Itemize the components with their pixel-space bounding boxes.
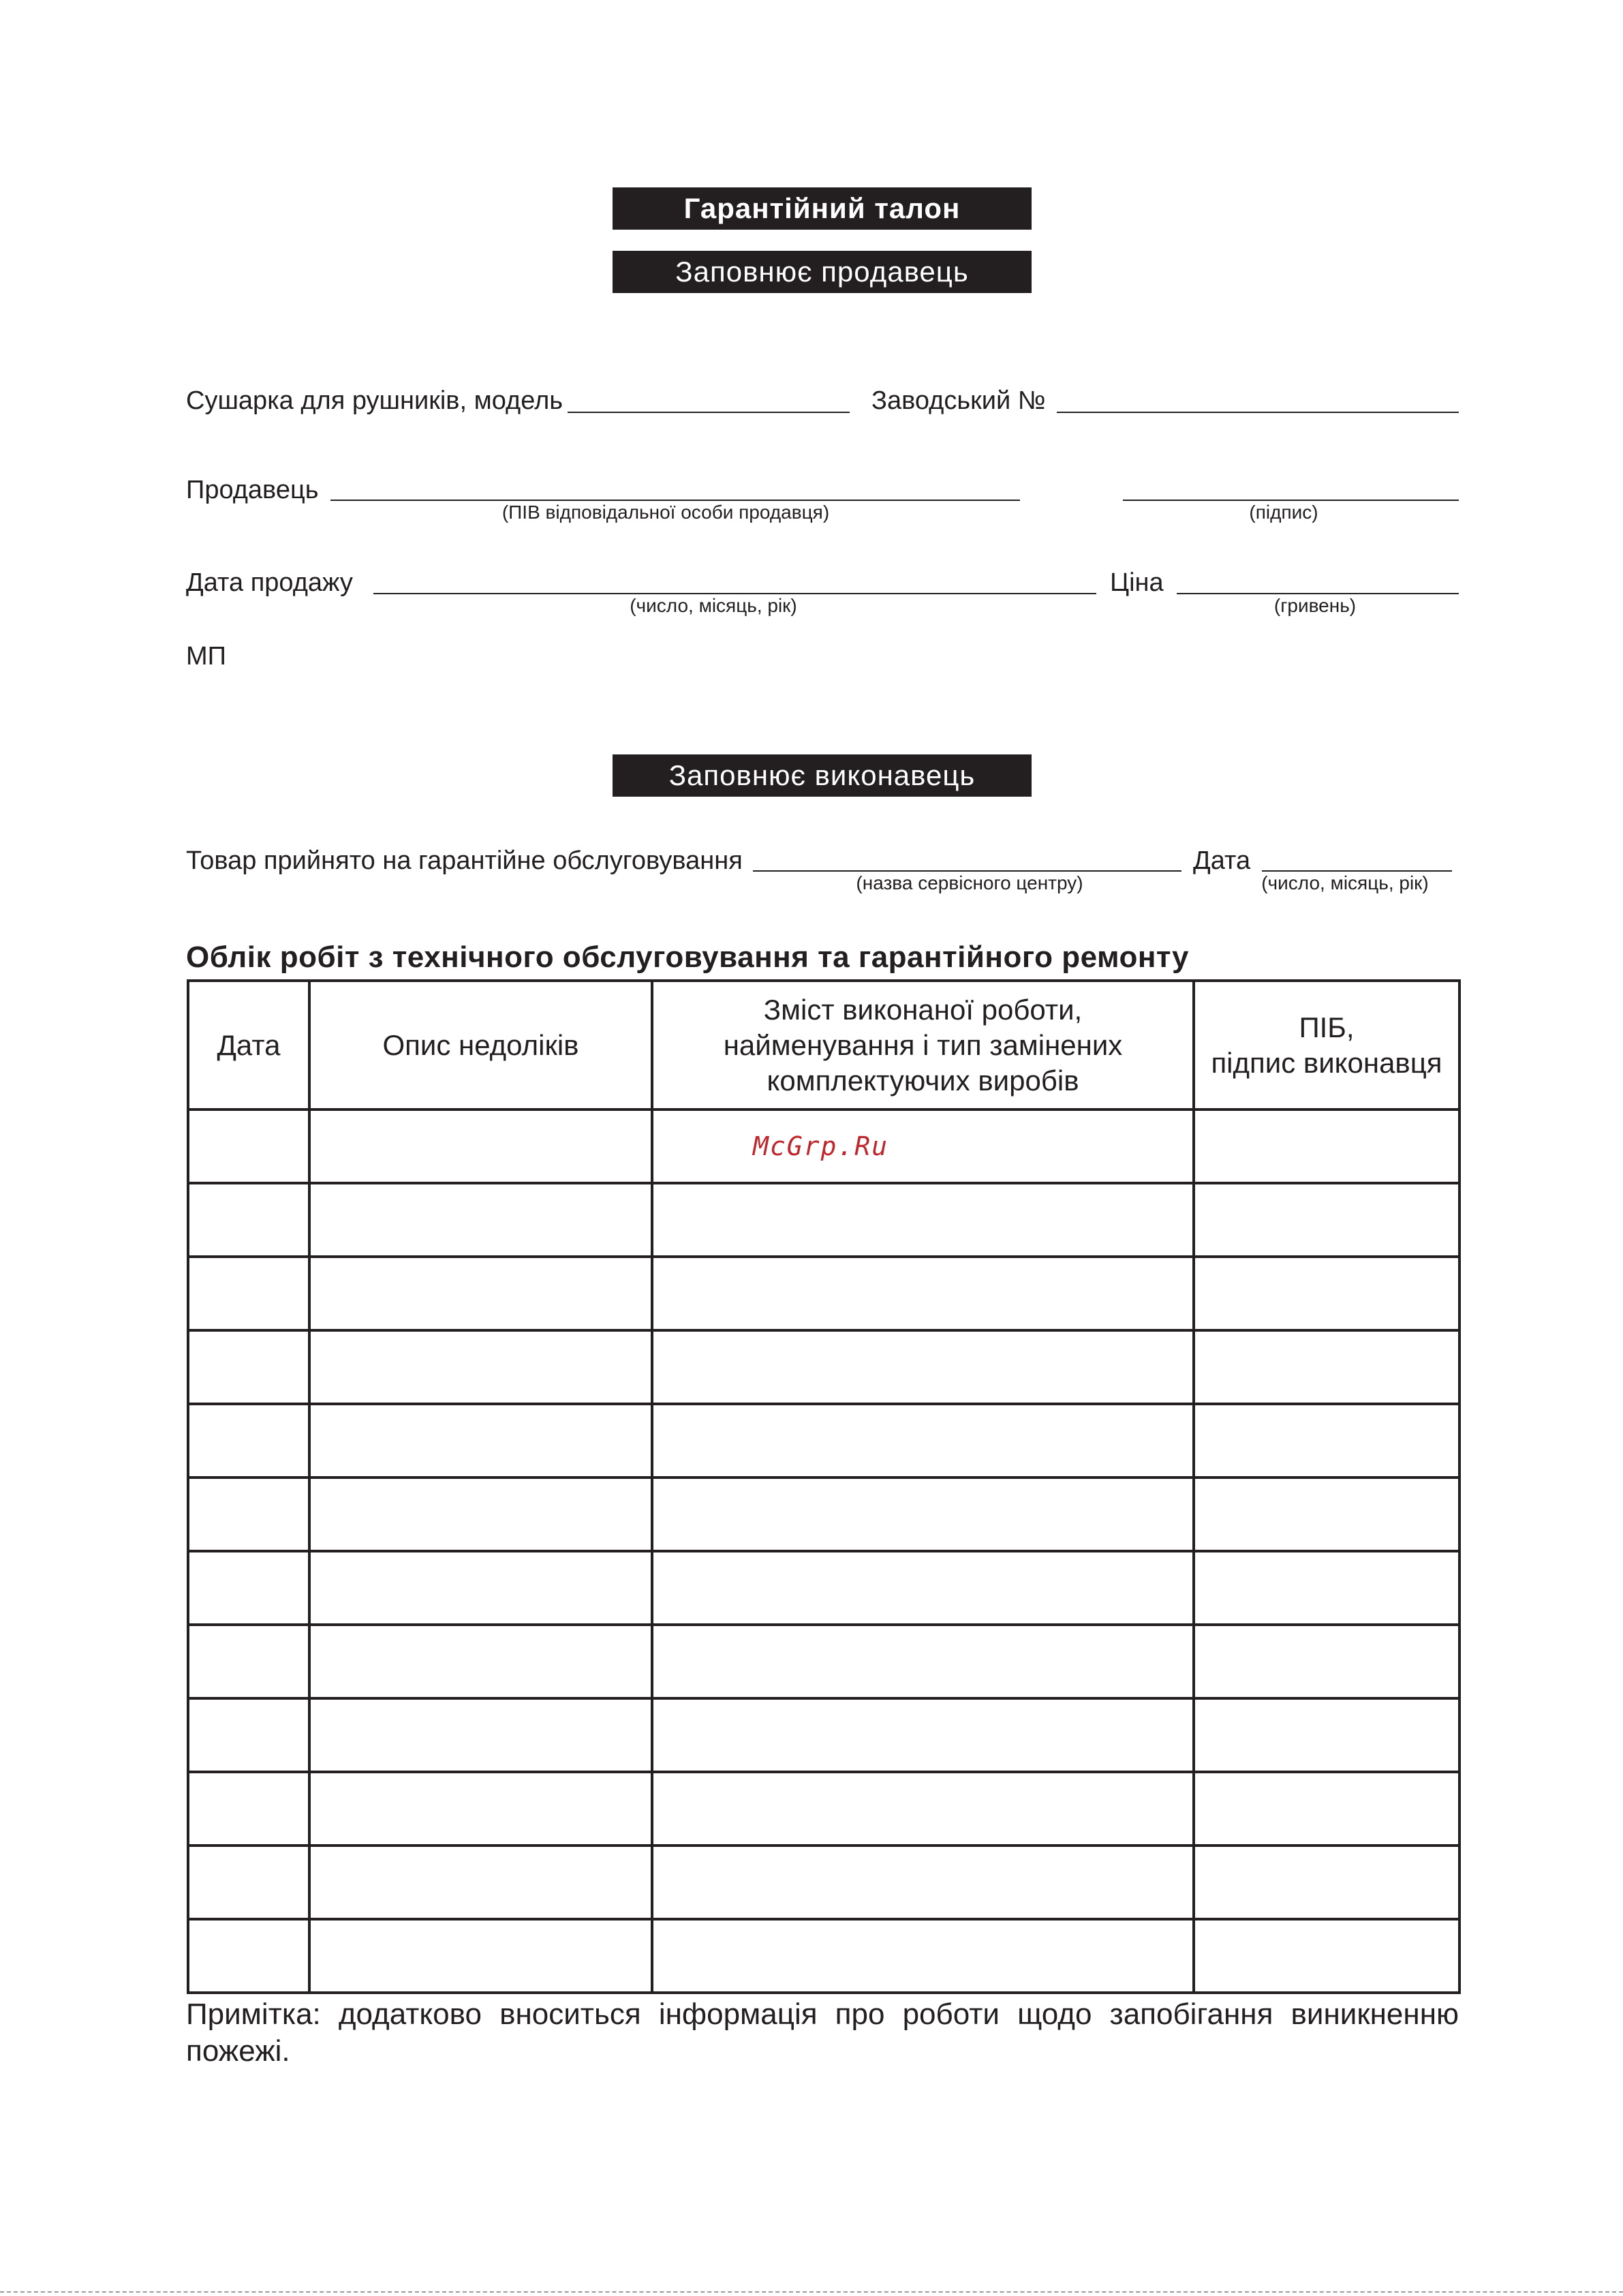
table-cell[interactable] bbox=[188, 1330, 309, 1404]
table-row bbox=[188, 1109, 1459, 1183]
table-cell[interactable] bbox=[652, 1698, 1194, 1772]
table-cell[interactable] bbox=[1194, 1257, 1459, 1330]
table-cell[interactable] bbox=[652, 1404, 1194, 1478]
table-cell[interactable] bbox=[652, 1625, 1194, 1698]
table-cell[interactable] bbox=[1194, 1919, 1459, 1993]
table-cell[interactable] bbox=[309, 1846, 652, 1919]
model-field[interactable] bbox=[568, 412, 850, 413]
sale-date-field[interactable] bbox=[373, 593, 1096, 594]
table-row bbox=[188, 1919, 1459, 1993]
col-defects: Опис недоліків bbox=[309, 981, 652, 1109]
table-cell[interactable] bbox=[1194, 1772, 1459, 1846]
table-cell[interactable] bbox=[652, 1183, 1194, 1257]
note: Примітка: додатково вноситься інформація про роботи щодо запобігання виникненню пожежі. bbox=[186, 1997, 1459, 2068]
warranty-card-title: Гарантійний талон bbox=[613, 187, 1032, 230]
col-date: Дата bbox=[188, 981, 309, 1109]
signature-hint: (підпис) bbox=[1249, 502, 1318, 523]
model-label: Сушарка для рушників, модель bbox=[186, 386, 563, 415]
table-cell[interactable] bbox=[652, 1109, 1194, 1183]
sale-date-label: Дата продажу bbox=[186, 568, 353, 597]
table-cell[interactable] bbox=[309, 1257, 652, 1330]
table-row bbox=[188, 1551, 1459, 1625]
serial-field[interactable] bbox=[1057, 412, 1459, 413]
table-row bbox=[188, 1404, 1459, 1478]
table-cell[interactable] bbox=[652, 1846, 1194, 1919]
performer-section-banner: Заповнює виконавець bbox=[613, 754, 1032, 797]
table-cell[interactable] bbox=[1194, 1846, 1459, 1919]
table-cell[interactable] bbox=[1194, 1551, 1459, 1625]
table-cell[interactable] bbox=[309, 1109, 652, 1183]
table-row bbox=[188, 1183, 1459, 1257]
table-cell[interactable] bbox=[1194, 1625, 1459, 1698]
table-row bbox=[188, 1772, 1459, 1846]
page-edge bbox=[0, 2291, 1623, 2293]
table-cell[interactable] bbox=[188, 1183, 309, 1257]
price-hint: (гривень) bbox=[1273, 595, 1357, 616]
seller-name-hint: (ПІВ відповідальної особи продавця) bbox=[501, 502, 830, 523]
watermark: McGrp.Ru bbox=[752, 1131, 889, 1161]
table-cell[interactable] bbox=[309, 1330, 652, 1404]
table-cell[interactable] bbox=[652, 1551, 1194, 1625]
table-cell[interactable] bbox=[1194, 1698, 1459, 1772]
table-cell[interactable] bbox=[309, 1551, 652, 1625]
table-cell[interactable] bbox=[188, 1404, 309, 1478]
table-cell[interactable] bbox=[309, 1772, 652, 1846]
table-row bbox=[188, 1330, 1459, 1404]
accepted-label: Товар прийнято на гарантійне обслуговування bbox=[186, 846, 743, 875]
table-cell[interactable] bbox=[188, 1846, 309, 1919]
table-cell[interactable] bbox=[188, 1109, 309, 1183]
table-cell[interactable] bbox=[188, 1919, 309, 1993]
col-work: Зміст виконаної роботи, найменування і тип замінених комплектуючих виробів bbox=[652, 981, 1194, 1109]
table-row bbox=[188, 1846, 1459, 1919]
table-cell[interactable] bbox=[652, 1478, 1194, 1551]
service-log-table bbox=[187, 979, 1461, 1994]
table-cell[interactable] bbox=[188, 1257, 309, 1330]
table-cell[interactable] bbox=[188, 1698, 309, 1772]
table-cell[interactable] bbox=[309, 1919, 652, 1993]
serial-label: Заводський № bbox=[871, 386, 1046, 415]
table-cell[interactable] bbox=[309, 1698, 652, 1772]
accept-date-hint: (число, місяць, рік) bbox=[1261, 872, 1429, 893]
seller-section-banner: Заповнює продавець bbox=[613, 251, 1032, 293]
table-cell[interactable] bbox=[1194, 1330, 1459, 1404]
table-cell[interactable] bbox=[188, 1551, 309, 1625]
service-center-hint: (назва сервісного центру) bbox=[856, 872, 1083, 893]
col-performer: ПІБ, підпис виконавця bbox=[1194, 981, 1459, 1109]
table-cell[interactable] bbox=[652, 1330, 1194, 1404]
table-cell[interactable] bbox=[188, 1772, 309, 1846]
log-title: Облік робіт з технічного обслуговування та гарантійного ремонту bbox=[186, 940, 1190, 974]
table-cell[interactable] bbox=[309, 1404, 652, 1478]
table-cell[interactable] bbox=[309, 1625, 652, 1698]
accept-date-label: Дата bbox=[1193, 846, 1251, 875]
service-center-field[interactable] bbox=[753, 870, 1181, 872]
table-row bbox=[188, 1625, 1459, 1698]
table-cell[interactable] bbox=[652, 1919, 1194, 1993]
seller-label: Продавець bbox=[186, 476, 319, 504]
table-cell[interactable] bbox=[652, 1257, 1194, 1330]
table-cell[interactable] bbox=[309, 1478, 652, 1551]
table-cell[interactable] bbox=[652, 1772, 1194, 1846]
price-field[interactable] bbox=[1177, 593, 1459, 594]
table-header-row bbox=[188, 981, 1459, 1109]
table-cell[interactable] bbox=[309, 1183, 652, 1257]
table-cell[interactable] bbox=[1194, 1404, 1459, 1478]
table-row bbox=[188, 1698, 1459, 1772]
price-label: Ціна bbox=[1110, 568, 1164, 597]
table-cell[interactable] bbox=[188, 1478, 309, 1551]
table-cell[interactable] bbox=[188, 1625, 309, 1698]
seller-signature-field[interactable] bbox=[1123, 500, 1459, 501]
accept-date-field[interactable] bbox=[1262, 870, 1452, 872]
stamp-label: МП bbox=[186, 642, 226, 671]
table-cell[interactable] bbox=[1194, 1183, 1459, 1257]
table-cell[interactable] bbox=[1194, 1109, 1459, 1183]
seller-name-field[interactable] bbox=[330, 500, 1020, 501]
sale-date-hint: (число, місяць, рік) bbox=[630, 595, 797, 616]
table-row bbox=[188, 1478, 1459, 1551]
table-row bbox=[188, 1257, 1459, 1330]
table-cell[interactable] bbox=[1194, 1478, 1459, 1551]
